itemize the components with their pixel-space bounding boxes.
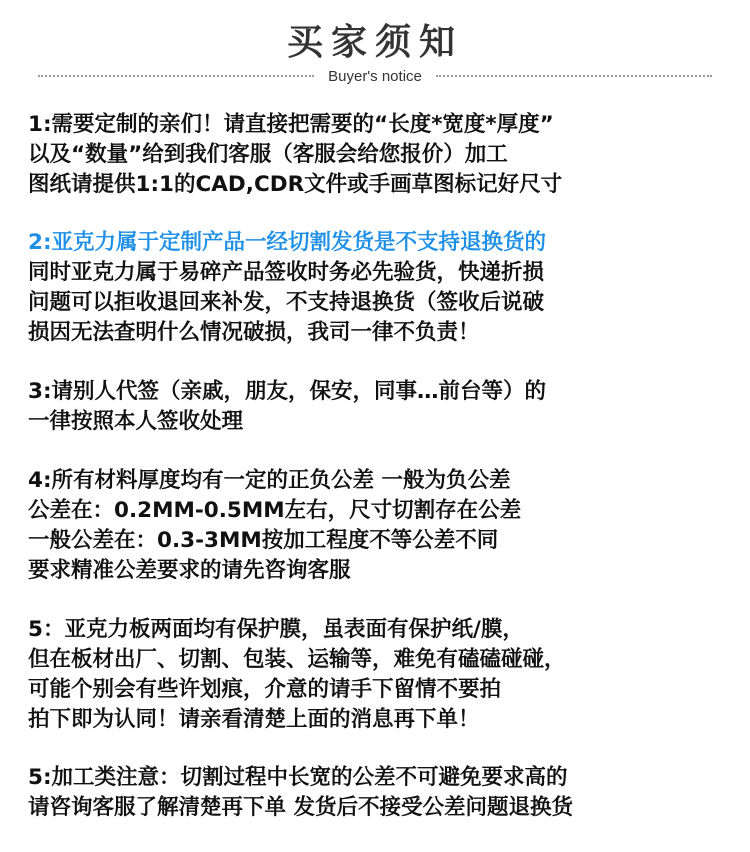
- notice-line: 损因无法查明什么情况破损，我司一律不负责！: [28, 320, 480, 345]
- notice-5: [28, 615, 740, 735]
- notice-line: 3:请别人代签（亲戚，朋友，保安，同事…前台等）的: [28, 379, 547, 404]
- notice-4: [28, 466, 740, 586]
- notice-line: 以及“数量”给到我们客服（客服会给您报价）加工: [28, 142, 508, 167]
- right-divider: [436, 75, 712, 77]
- page-title: 买家须知: [286, 22, 463, 63]
- notice-line: 可能个别会有些许划痕，介意的请手下留情不要拍: [28, 677, 502, 702]
- notice-3: [28, 377, 740, 437]
- notice-line: 一律按照本人签收处理: [28, 409, 244, 434]
- notice-line: 但在板材出厂、切割、包装、运输等，难免有磕磕碰碰，: [28, 647, 566, 672]
- notice-line: 1:需要定制的亲们！请直接把需要的“长度*宽度*厚度”: [28, 112, 554, 137]
- notice-1: [28, 110, 740, 200]
- notice-line: 请咨询客服了解清楚再下单 发货后不接受公差问题退换货: [28, 795, 573, 820]
- subtitle-row: [38, 64, 712, 88]
- notice-line: 公差在：0.2MM-0.5MM左右，尺寸切割存在公差: [28, 498, 522, 523]
- notice-line: 5：亚克力板两面均有保护膜，虽表面有保护纸/膜，: [28, 617, 524, 642]
- page-subtitle: Buyer's notice: [328, 67, 422, 85]
- notice-line: 拍下即为认同！请亲看清楚上面的消息再下单！: [28, 707, 480, 732]
- notice-line: 4:所有材料厚度均有一定的正负公差 一般为负公差: [28, 468, 511, 493]
- notice-line: 一般公差在：0.3-3MM按加工程度不等公差不同: [28, 528, 499, 553]
- notice-line: 图纸请提供1:1的CAD,CDR文件或手画草图标记好尺寸: [28, 172, 563, 197]
- notice-line: 5:加工类注意：切割过程中长宽的公差不可避免要求高的: [28, 765, 568, 790]
- notice-highlight-line: 2:亚克力属于定制产品一经切割发货是不支持退换货的: [28, 230, 547, 255]
- notice-line: 要求精准公差要求的请先咨询客服: [28, 558, 351, 583]
- notice-2: [28, 228, 740, 348]
- left-divider: [38, 75, 314, 77]
- notice-line: 同时亚克力属于易碎产品签收时务必先验货，快递折损: [28, 260, 545, 285]
- notice-6: [28, 763, 740, 823]
- notice-line: 问题可以拒收退回来补发，不支持退换货（签收后说破: [28, 290, 545, 315]
